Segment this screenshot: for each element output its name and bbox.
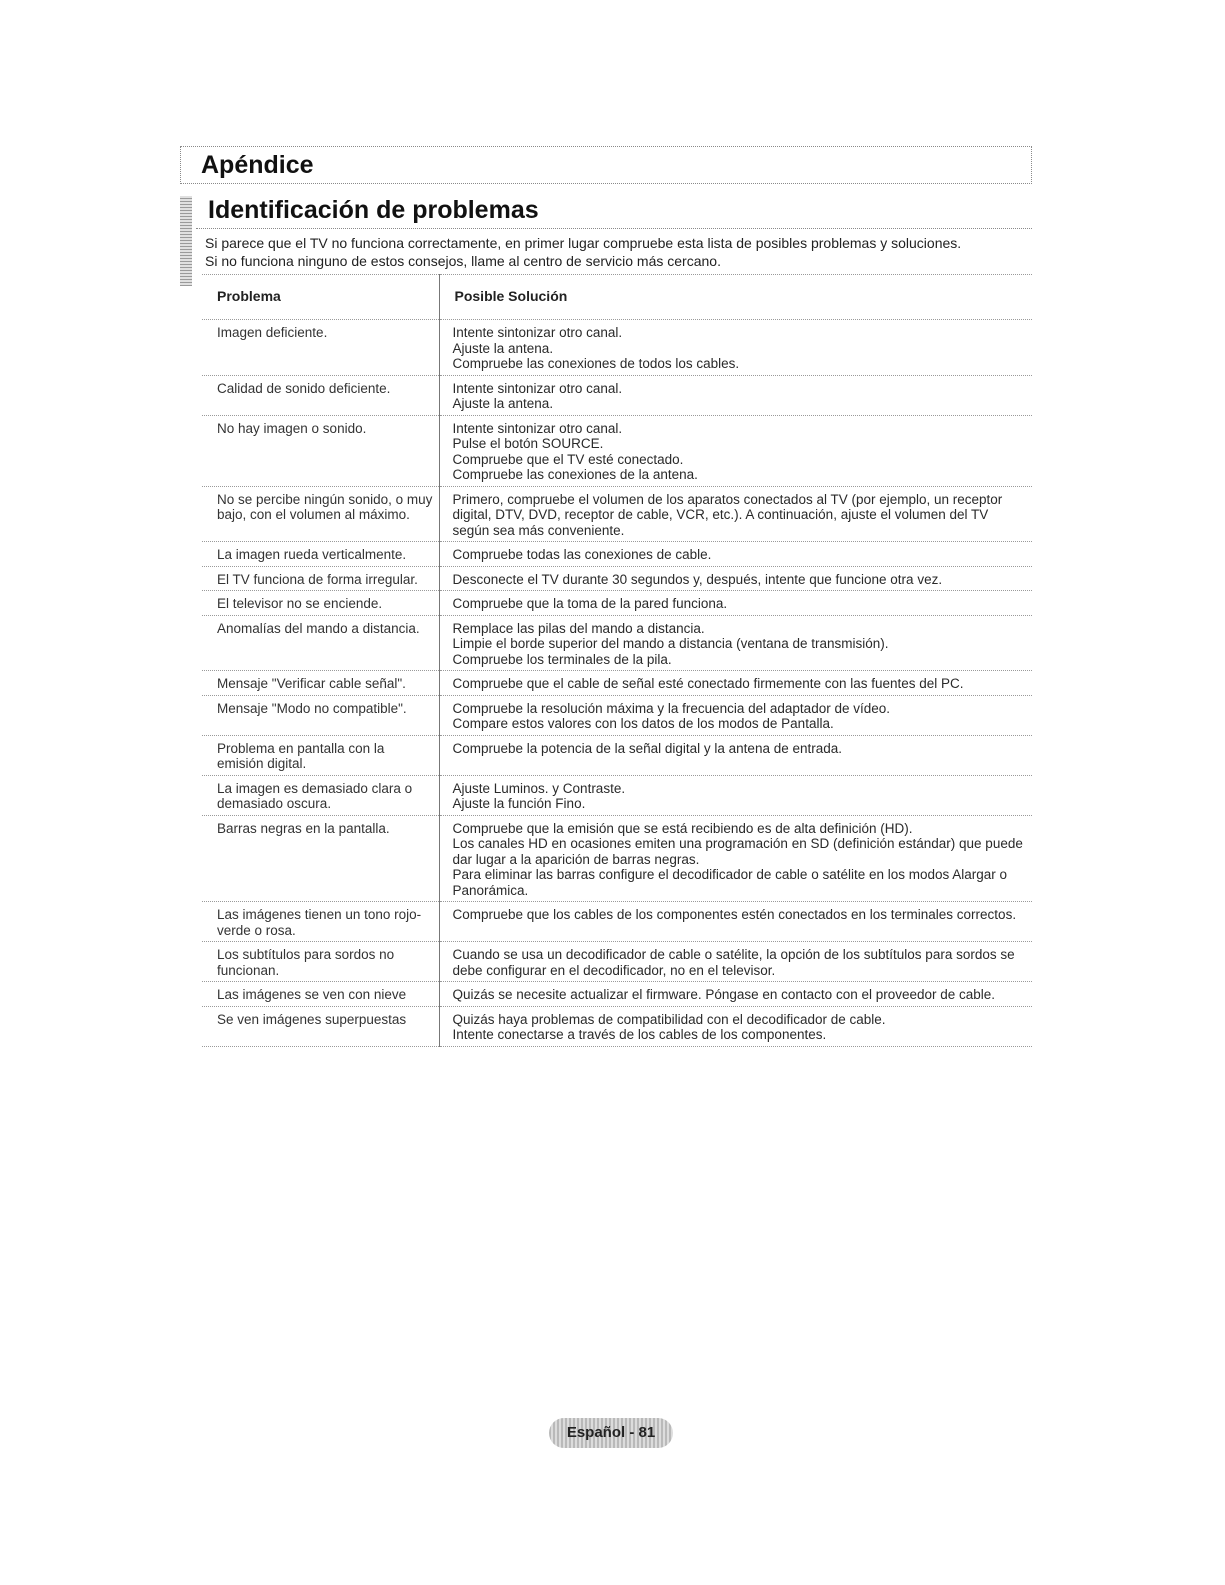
intro-text (205, 234, 1035, 270)
solution-line: Compruebe la resolución máxima y la frecuencia del adaptador de vídeo. (452, 700, 890, 716)
page-number-badge: Español - 81 (549, 1418, 673, 1448)
problem-cell: Anomalías del mando a distancia. (202, 615, 439, 671)
table-row (202, 942, 1032, 982)
problem-cell: Problema en pantalla con la emisión digital. (202, 735, 439, 775)
solution-line: Pulse el botón SOURCE. (452, 436, 604, 451)
solution-cell (439, 615, 1032, 671)
solution-line: Ajuste la función Fino. (452, 796, 586, 811)
title-divider (196, 228, 1032, 229)
solution-line: Compruebe las conexiones de todos los cables. (452, 356, 740, 371)
problem-cell: La imagen rueda verticalmente. (202, 542, 439, 567)
table-row (202, 591, 1032, 616)
solution-line: Compruebe la potencia de la señal digital y la antena de entrada. (452, 740, 843, 756)
solution-cell (439, 775, 1032, 815)
solution-cell (439, 942, 1032, 982)
table-row (202, 542, 1032, 567)
problem-cell: No se percibe ningún sonido, o muy bajo, con el volumen al máximo. (202, 486, 439, 542)
solution-line: Quizás se necesite actualizar el firmware. Póngase en contacto con el proveedor de cable. (452, 987, 996, 1002)
problem-cell: Se ven imágenes superpuestas (202, 1006, 439, 1046)
table-row (202, 566, 1032, 591)
solution-line: Compruebe que la toma de la pared funciona. (452, 596, 728, 611)
solution-cell (439, 671, 1032, 696)
solution-cell (439, 695, 1032, 735)
solution-line: Compruebe las conexiones de la antena. (452, 467, 698, 482)
solution-line: Intente sintonizar otro canal. (452, 420, 623, 436)
section-side-marker (180, 196, 192, 286)
solution-line: Compruebe que el TV esté conectado. (452, 451, 684, 467)
solution-line: Compruebe que el cable de señal esté conectado firmemente con las fuentes del PC. (452, 676, 964, 691)
appendix-title: Apéndice (201, 151, 314, 179)
problem-cell: Las imágenes tienen un tono rojo-verde o rosa. (202, 902, 439, 942)
solution-line: Quizás haya problemas de compatibilidad con el decodificador de cable. (452, 1011, 886, 1027)
table-row (202, 775, 1032, 815)
troubleshooting-table (202, 274, 1032, 1047)
problem-cell: Mensaje "Modo no compatible". (202, 695, 439, 735)
table-row (202, 486, 1032, 542)
solution-line: Ajuste Luminos. y Contraste. (452, 780, 626, 796)
solution-cell (439, 591, 1032, 616)
solution-cell (439, 486, 1032, 542)
problem-cell: Los subtítulos para sordos no funcionan. (202, 942, 439, 982)
table-row (202, 671, 1032, 696)
solution-line: Compruebe que la emisión que se está recibiendo es de alta definición (HD). (452, 820, 913, 836)
intro-line-1: Si parece que el TV no funciona correctamente, en primer lugar compruebe esta lista de posibles problemas y soluciones. (205, 235, 962, 251)
problem-cell: Calidad de sonido deficiente. (202, 375, 439, 415)
table-row (202, 1006, 1032, 1046)
solution-line: Primero, compruebe el volumen de los aparatos conectados al TV (por ejemplo, un receptor digital, DTV, DVD, receptor de cable, VCR, etc.). A continuación, ajuste el volumen del TV según sea más conveniente. (452, 491, 1003, 538)
problem-cell: La imagen es demasiado clara o demasiado oscura. (202, 775, 439, 815)
solution-line: Intente sintonizar otro canal. (452, 325, 623, 340)
problem-cell: El TV funciona de forma irregular. (202, 566, 439, 591)
column-header-solution: Posible Solución (439, 275, 1032, 320)
solution-line: Limpie el borde superior del mando a distancia (ventana de transmisión). (452, 636, 889, 651)
solution-line: Los canales HD en ocasiones emiten una programación en SD (definición estándar) que puede dar lugar a la aparición de barras negras. (452, 836, 1023, 867)
solution-line: Intente sintonizar otro canal. (452, 380, 623, 396)
table-row (202, 815, 1032, 902)
appendix-header-bar (180, 146, 1032, 184)
solution-line: Compare estos valores con los datos de los modos de Pantalla. (452, 716, 834, 731)
solution-line: Cuando se usa un decodificador de cable o satélite, la opción de los subtítulos para sordos se debe configurar en el decodificador, no en el televisor. (452, 947, 1015, 978)
solution-line: Ajuste la antena. (452, 396, 554, 411)
table-row (202, 375, 1032, 415)
solution-line: Remplace las pilas del mando a distancia. (452, 620, 705, 636)
solution-cell (439, 982, 1032, 1007)
table-row (202, 320, 1032, 376)
table-row (202, 695, 1032, 735)
solution-cell (439, 1006, 1032, 1046)
table-header-row (202, 275, 1032, 320)
column-header-problem: Problema (202, 275, 439, 320)
solution-cell (439, 566, 1032, 591)
solution-cell (439, 542, 1032, 567)
table-row (202, 415, 1032, 486)
problem-cell: No hay imagen o sonido. (202, 415, 439, 486)
solution-line: Compruebe los terminales de la pila. (452, 651, 672, 667)
section-title: Identificación de problemas (208, 196, 539, 224)
table-row (202, 735, 1032, 775)
solution-cell (439, 375, 1032, 415)
solution-line: Desconecte el TV durante 30 segundos y, después, intente que funcione otra vez. (452, 571, 943, 587)
solution-cell (439, 320, 1032, 376)
problem-cell: Mensaje "Verificar cable señal". (202, 671, 439, 696)
intro-line-2: Si no funciona ninguno de estos consejos, llame al centro de servicio más cercano. (205, 253, 721, 269)
solution-line: Ajuste la antena. (452, 340, 554, 356)
problem-cell: Imagen deficiente. (202, 320, 439, 376)
solution-cell (439, 902, 1032, 942)
table-row (202, 902, 1032, 942)
table-row (202, 982, 1032, 1007)
solution-line: Compruebe todas las conexiones de cable. (452, 547, 712, 562)
solution-line: Para eliminar las barras configure el decodificador de cable o satélite en los modos Alargar o Panorámica. (452, 867, 1008, 898)
problem-cell: El televisor no se enciende. (202, 591, 439, 616)
table-row (202, 615, 1032, 671)
solution-cell (439, 415, 1032, 486)
problem-cell: Barras negras en la pantalla. (202, 815, 439, 902)
solution-cell (439, 815, 1032, 902)
solution-line: Compruebe que los cables de los componentes estén conectados en los terminales correctos. (452, 907, 1017, 922)
solution-line: Intente conectarse a través de los cables de los componentes. (452, 1027, 827, 1042)
problem-cell: Las imágenes se ven con nieve (202, 982, 439, 1007)
solution-cell (439, 735, 1032, 775)
